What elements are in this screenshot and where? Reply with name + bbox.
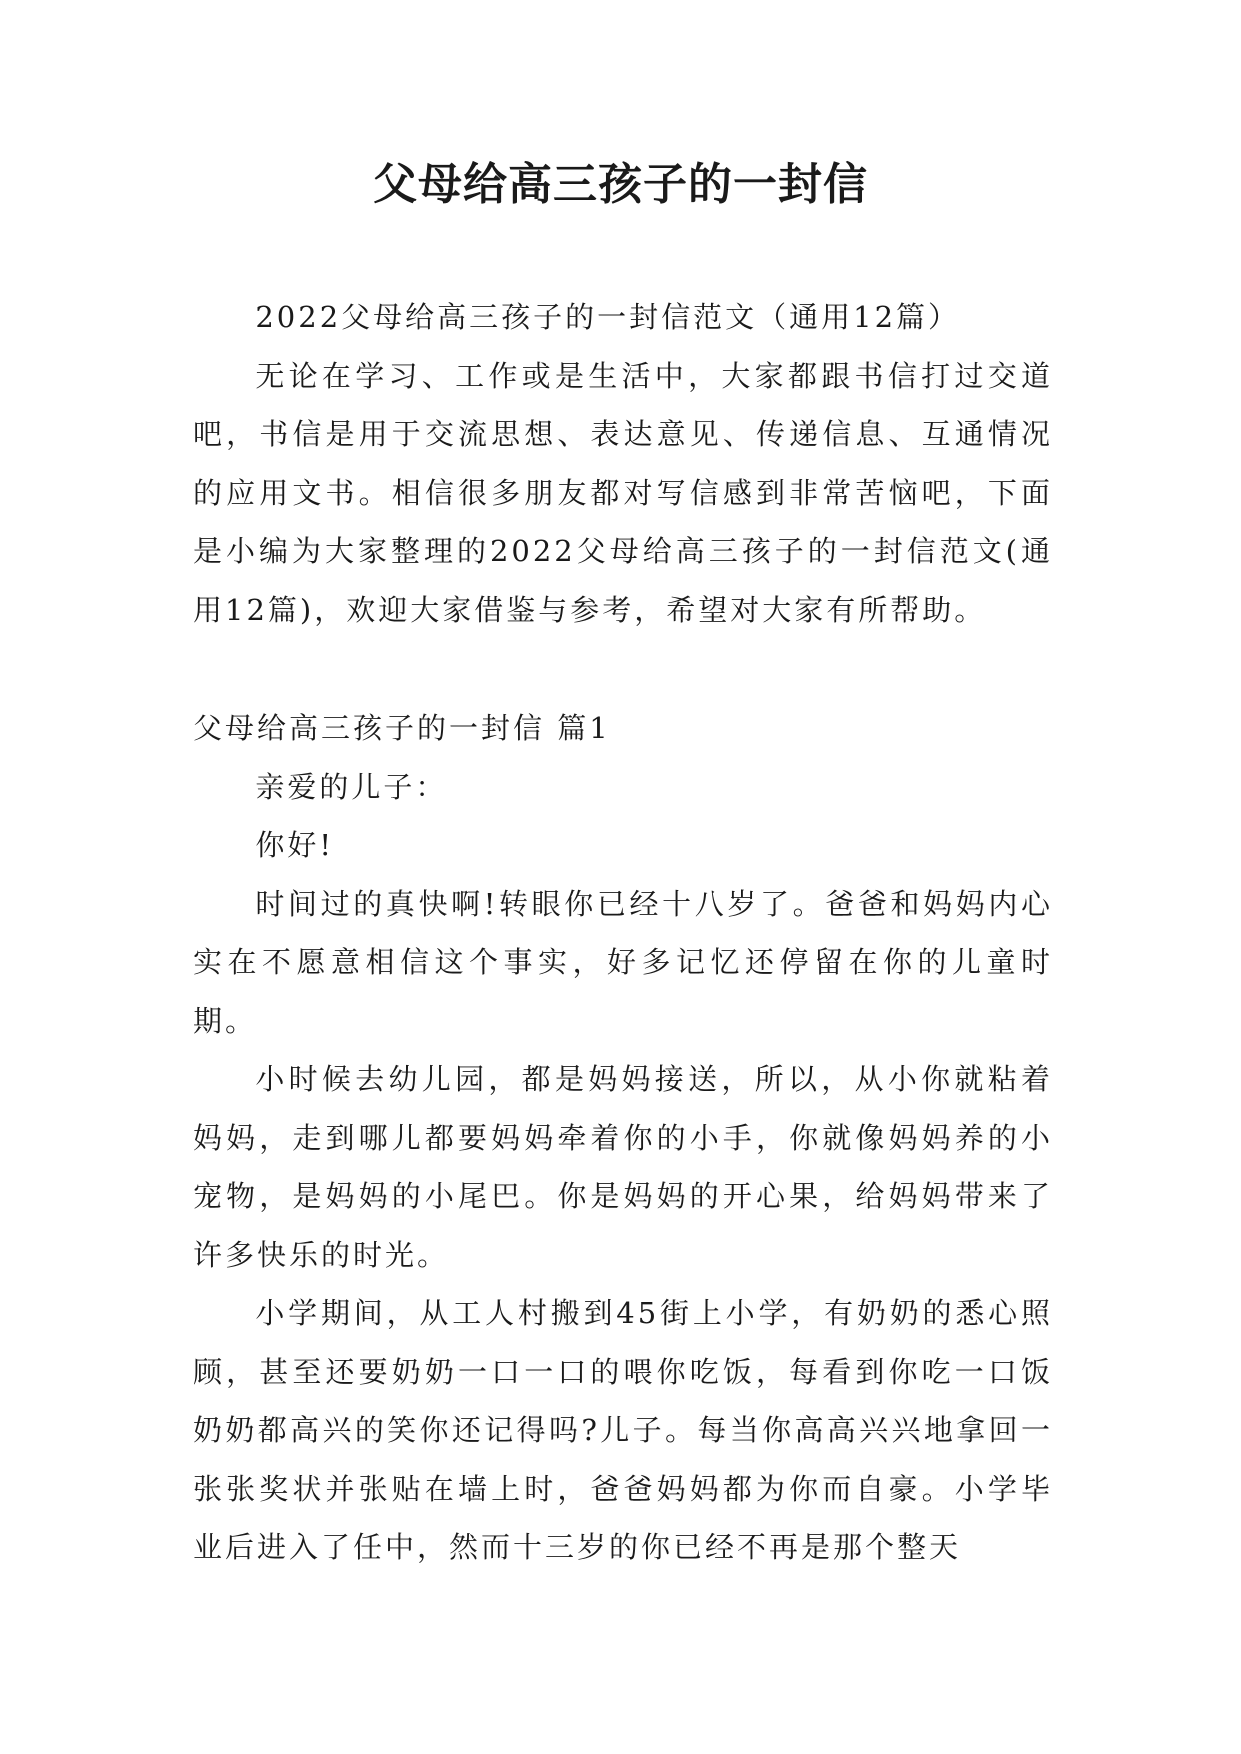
letter-paragraph: 小学期间，从工人村搬到45街上小学，有奶奶的悉心照顾，甚至还要奶奶一口一口的喂你吃饭，每看到你吃一口饭奶奶都高兴的笑你还记得吗?儿子。每当你高高兴兴地拿回一张张奖状并张贴在墙上时，爸爸妈妈都为你而自豪。小学毕业后进入了任中，然而十三岁的你已经不再是那个整天 (193, 1296, 1053, 1564)
letter-paragraph: 时间过的真快啊!转眼你已经十八岁了。爸爸和妈妈内心实在不愿意相信这个事实，好多记忆还停留在你的儿童时期。 (193, 886, 1053, 1038)
section-spacer (193, 639, 1053, 699)
letter-salutation: 亲爱的儿子： (255, 769, 448, 804)
document-subtitle: 2022父母给高三孩子的一封信范文（通用12篇） (255, 300, 961, 334)
document-body (193, 288, 1053, 1577)
intro-paragraph: 无论在学习、工作或是生活中，大家都跟书信打过交道吧，书信是用于交流思想、表达意见、传递信息、互通情况的应用文书。相信很多朋友都对写信感到非常苦恼吧，下面是小编为大家整理的2022父母给高三孩子的一封信范文(通用12篇)，欢迎大家借鉴与参考，希望对大家有所帮助。 (193, 358, 1053, 627)
section-heading: 父母给高三孩子的一封信 篇1 (193, 711, 611, 745)
document-title: 父母给高三孩子的一封信 (373, 159, 868, 210)
letter-paragraph: 小时候去幼儿园，都是妈妈接送，所以，从小你就粘着妈妈，走到哪儿都要妈妈牵着你的小手，你就像妈妈养的小宠物，是妈妈的小尾巴。你是妈妈的开心果，给妈妈带来了许多快乐的时光。 (193, 1062, 1053, 1272)
letter-greeting: 你好! (255, 828, 334, 862)
